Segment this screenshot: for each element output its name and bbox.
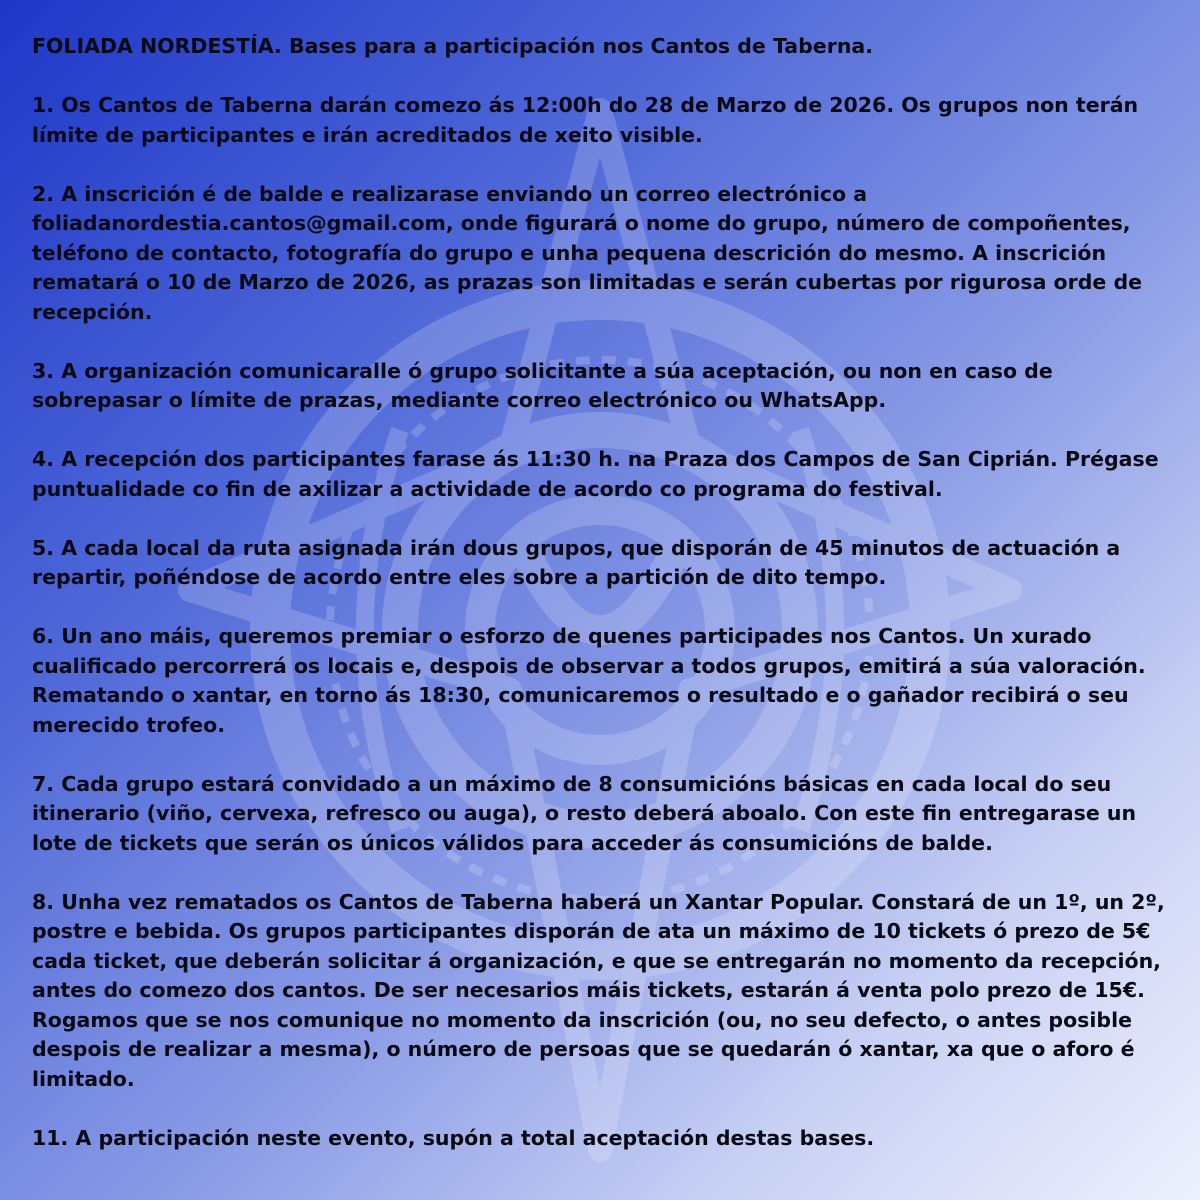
document-body (32, 32, 1182, 1183)
rule-paragraph: 8. Unha vez rematados os Cantos de Taberna haberá un Xantar Popular. Constará de un 1º, un 2º, postre e bebida. Os grupos participantes disporán de ata un máximo de 10 tickets ó prezo de 5€ cada ticket, que deberán solicitar á organización, e que se entregarán no momento da recepción, antes do comezo dos cantos. De ser necesarios máis tickets, estarán á venta polo prezo de 15€. Rogamos que se nos comunique no momento da inscrición (ou, no seu defecto, o antes posible despois de realizar a mesma), o número de persoas que se quedarán ó xantar, xa que o aforo é limitado. (32, 889, 1165, 1091)
rule-paragraph: 2. A inscrición é de balde e realizarase enviando un correo electrónico a foliadanordestia.cantos@gmail.com, onde figurará o nome do grupo, número de compoñentes, teléfono de contacto, fotografía do grupo e unha pequena descrición do mesmo. A inscrición rematará o 10 de Marzo de 2026, as prazas son limitadas e serán cubertas por rigurosa orde de recepción. (32, 181, 1143, 324)
rule-paragraph: 3. A organización comunicaralle ó grupo solicitante a súa aceptación, ou non en caso de sobrepasar o límite de prazas, mediante correo electrónico ou WhatsApp. (32, 358, 1053, 412)
rule-paragraph: 7. Cada grupo estará convidado a un máximo de 8 consumicións básicas en cada local do seu itinerario (viño, cervexa, refresco ou auga), o resto deberá aboalo. Con este fin entregarase un lote de tickets que serán os únicos válidos para acceder ás consumicións de balde. (32, 771, 1137, 855)
rule-paragraph: 4. A recepción dos participantes farase ás 11:30 h. na Praza dos Campos de San Ciprián. Prégase puntualidade co fin de axilizar a actividade de acordo co programa do festival. (32, 447, 1159, 501)
rule-paragraph: 6. Un ano máis, queremos premiar o esforzo de quenes participades nos Cantos. Un xurado cualificado percorrerá os locais e, despois de observar a todos grupos, emitirá a súa valoración. Rematando o xantar, en torno ás 18:30, comunicaremos o resultado e o gañador recibirá o seu merecido trofeo. (32, 624, 1146, 737)
rule-paragraph: 11. A participación neste evento, supón a total aceptación destas bases. (32, 1125, 875, 1150)
rule-paragraph: 5. A cada local da ruta asignada irán dous grupos, que disporán de 45 minutos de actuación a repartir, poñéndose de acordo entre eles sobre a partición de dito tempo. (32, 535, 1121, 589)
rule-paragraph: 1. Os Cantos de Taberna darán comezo ás 12:00h do 28 de Marzo de 2026. Os grupos non terán límite de participantes e irán acreditados de xeito visible. (32, 93, 1139, 147)
document-title: FOLIADA NORDESTÍA. Bases para a participación nos Cantos de Taberna. (32, 34, 874, 58)
